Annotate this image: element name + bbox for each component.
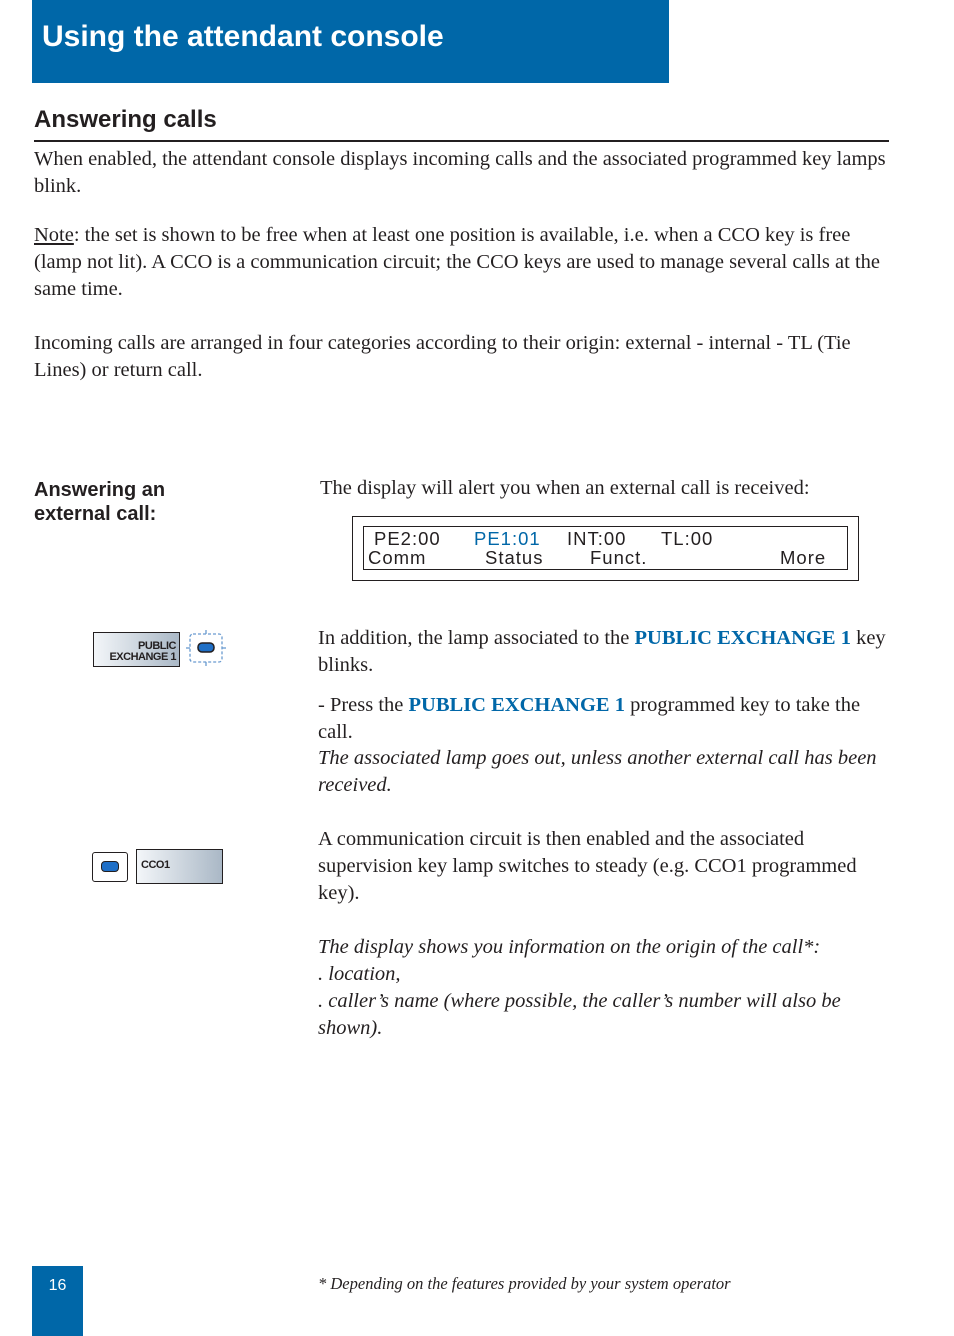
key-name-highlight: PUBLIC EXCHANGE 1 xyxy=(408,694,625,716)
steady-lamp-icon xyxy=(101,861,119,872)
public-exchange-key-label-2: EXCHANGE 1 xyxy=(109,651,176,663)
public-exchange-key-label-1: PUBLIC xyxy=(138,640,176,652)
display-softkey-status: Status xyxy=(485,547,544,568)
public-exchange-1-key[interactable] xyxy=(93,632,180,667)
display-int: INT:00 xyxy=(567,528,627,549)
cco-text: A communication circuit is then enabled and the associated supervision key lamp switches to steady (e.g. CCO1 programmed key). xyxy=(318,828,857,904)
blinking-lamp-icon xyxy=(186,630,226,666)
lamp-blinks-text xyxy=(318,625,898,679)
cco1-key[interactable] xyxy=(136,849,223,884)
intro-paragraph: When enabled, the attendant console displays incoming calls and the associated programmed key lamps blink. xyxy=(34,148,886,197)
note-text: : the set is shown to be free when at least one position is available, i.e. when a CCO key is free (lamp not lit). A CCO is a communication circuit; the CCO keys are used to manage several calls at the same time. xyxy=(34,224,880,300)
heading-line-1: Answering an xyxy=(34,479,166,501)
page-number-box xyxy=(32,1266,83,1336)
cco1-lamp xyxy=(92,852,128,882)
categories-paragraph: Incoming calls are arranged in four categories according to their origin: external - internal - TL (Tie Lines) or return call. xyxy=(34,332,851,381)
cco1-key-label: CCO1 xyxy=(141,859,170,871)
press-text-after: programmed key to take the call. xyxy=(318,694,861,743)
page-number: 16 xyxy=(48,1277,67,1294)
key-name-highlight: PUBLIC EXCHANGE 1 xyxy=(634,627,851,649)
lamp-text-before: In addition, the lamp associated to the xyxy=(318,627,635,649)
press-text-before: - Press the xyxy=(318,694,409,716)
header-bar xyxy=(32,0,669,83)
heading-line-2: external call: xyxy=(34,503,157,525)
display-softkey-funct: Funct. xyxy=(590,547,648,568)
lamp-text-after: key blinks. xyxy=(318,627,886,676)
display-tl: TL:00 xyxy=(661,528,714,549)
note-label: Note xyxy=(34,224,74,246)
origin-item-location: . location, xyxy=(318,963,401,985)
press-key-text xyxy=(318,692,898,746)
display-pe1: PE1:01 xyxy=(474,528,541,549)
page-title: Using the attendant console xyxy=(42,20,444,53)
press-result-text: The associated lamp goes out, unless another external call has been received. xyxy=(318,747,877,796)
note-paragraph xyxy=(34,222,894,303)
display-intro: The display will alert you when an external call is received: xyxy=(320,477,810,499)
console-display-screen xyxy=(363,526,848,570)
display-softkey-more: More xyxy=(780,547,827,568)
display-softkey-comm: Comm xyxy=(368,547,427,568)
origin-intro: The display shows you information on the origin of the call*: xyxy=(318,936,821,958)
console-display xyxy=(352,516,859,581)
answering-external-call-heading xyxy=(34,478,274,526)
section-title: Answering calls xyxy=(34,106,217,133)
origin-item-caller-name: . caller’s name (where possible, the caller’s number will also be shown). xyxy=(318,990,841,1039)
section-divider xyxy=(34,140,889,142)
footnote: * Depending on the features provided by your system operator xyxy=(318,1274,731,1293)
display-pe2: PE2:00 xyxy=(374,528,441,549)
